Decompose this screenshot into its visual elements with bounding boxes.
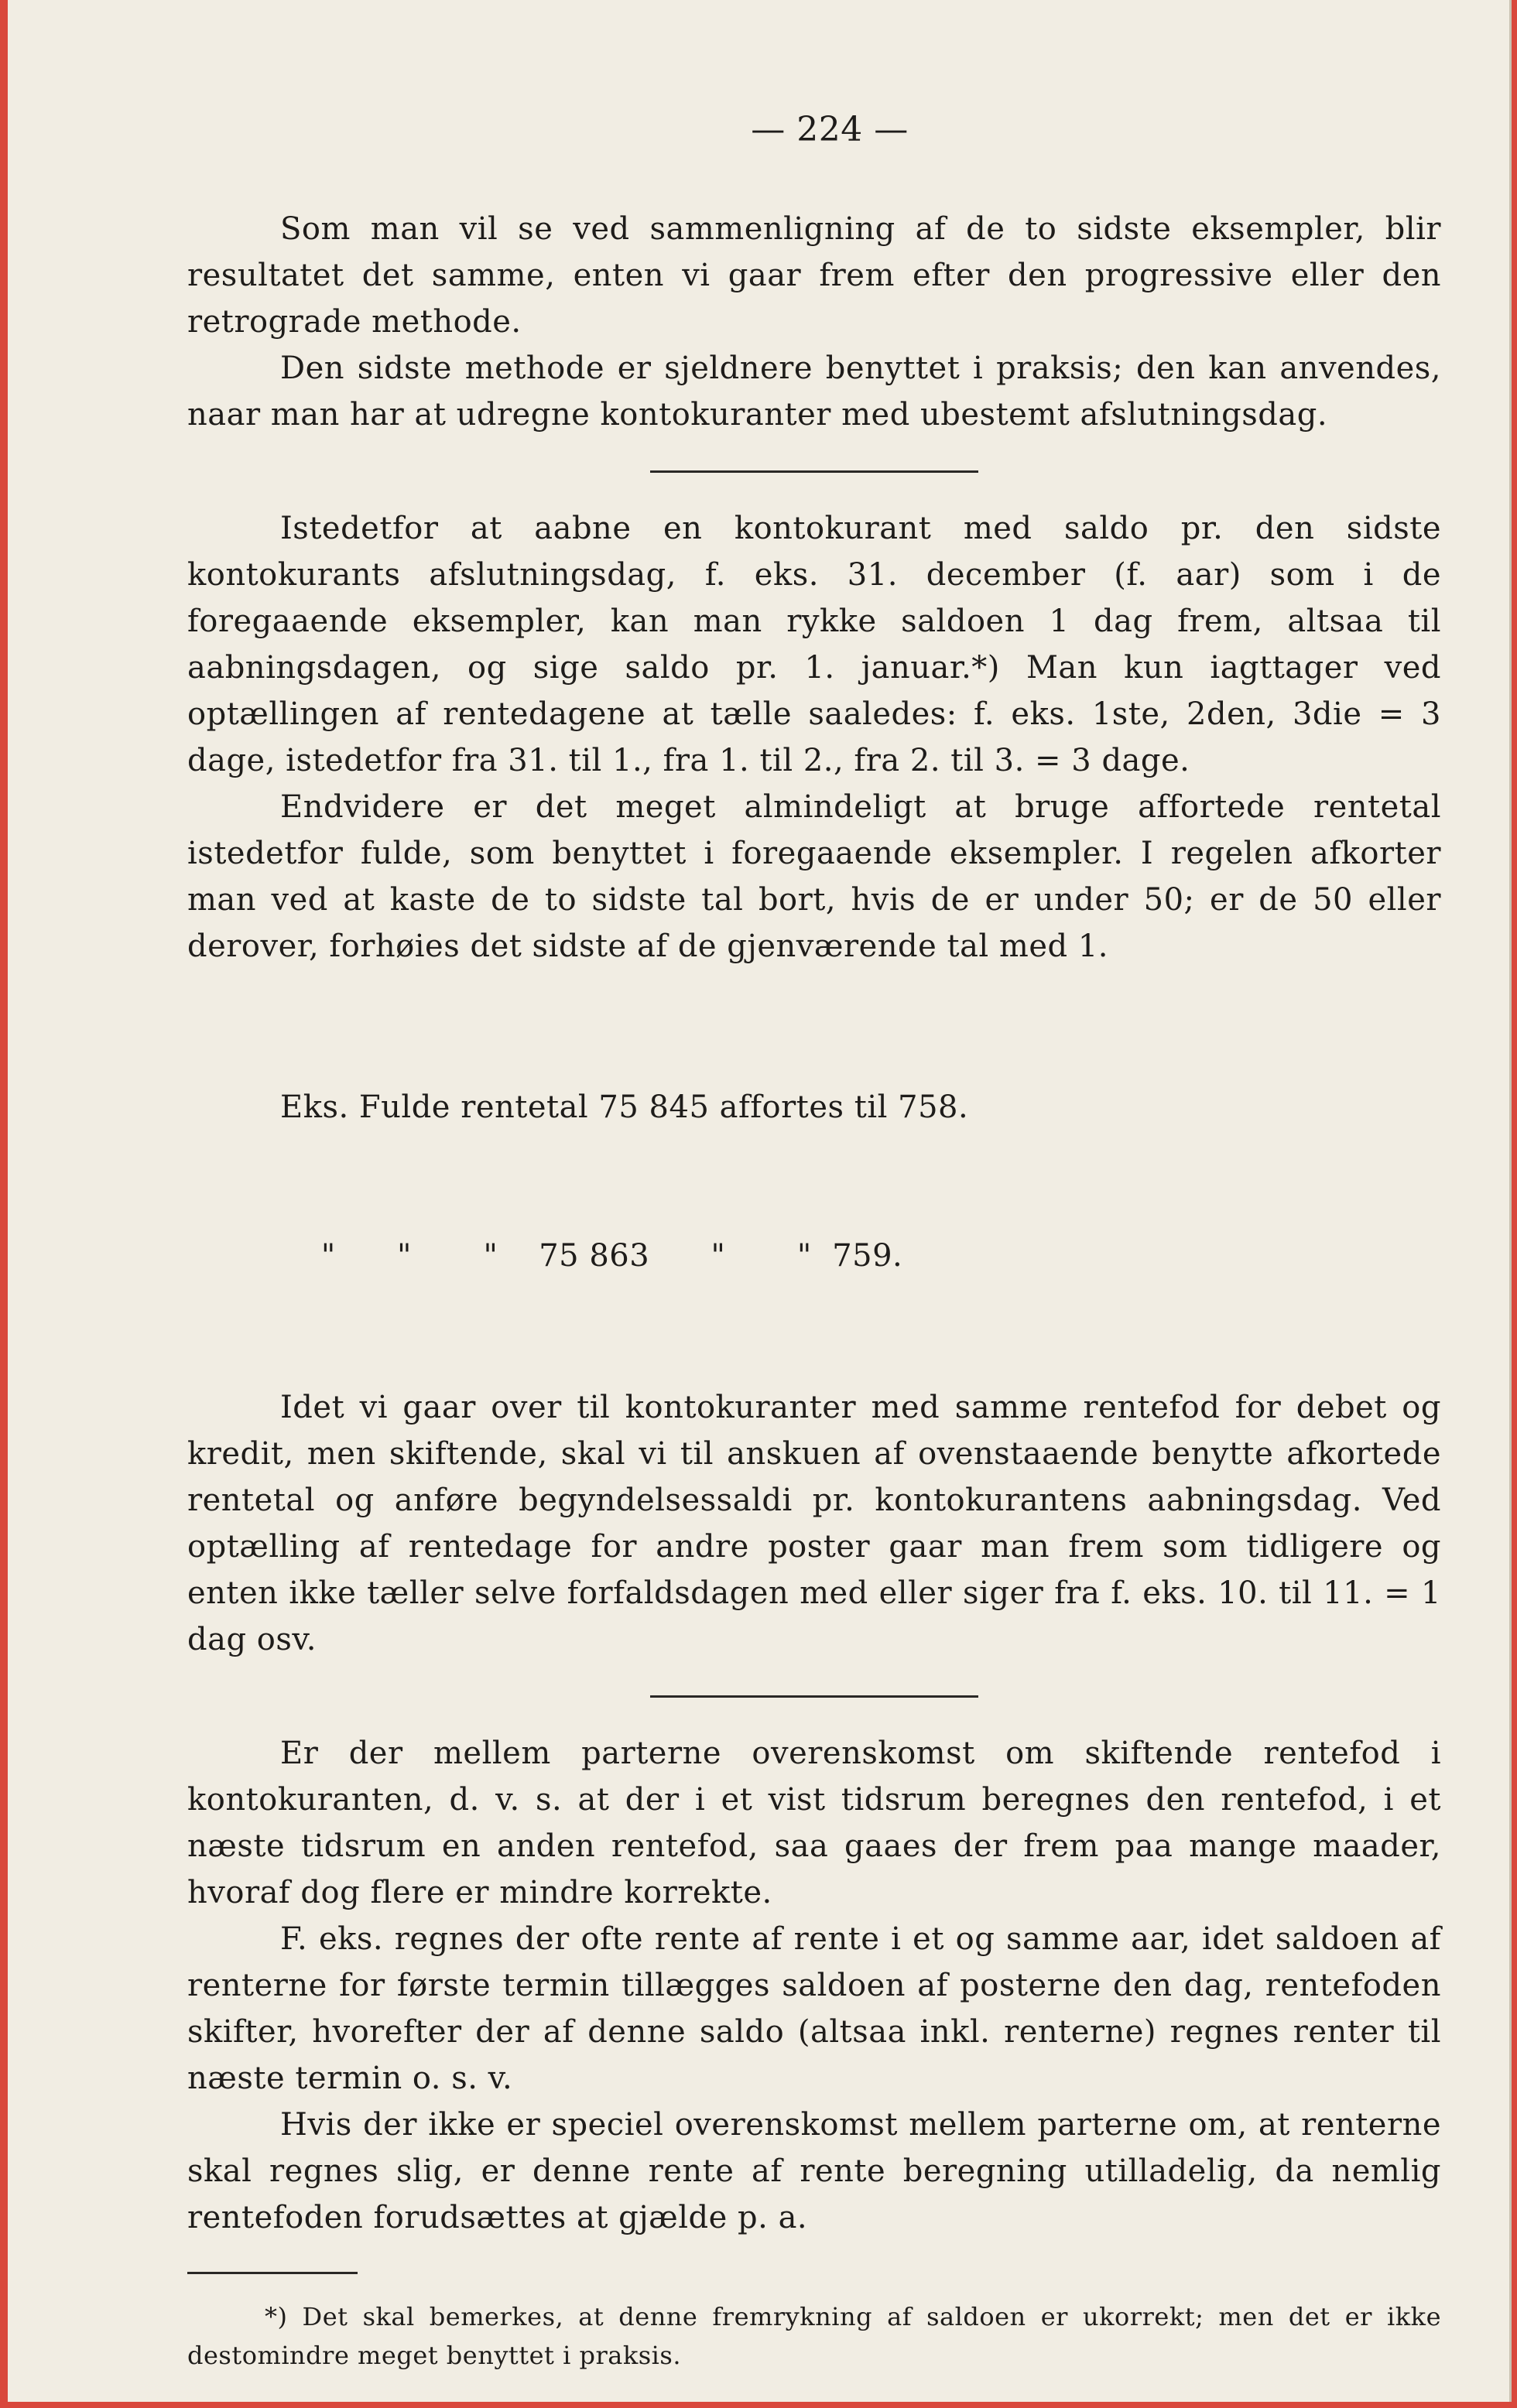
- paragraph: Idet vi gaar over til kontokuranter med samme rentefod for debet og kredit, men skiftende, skal vi til anskuen af ovenstaaende benytte afkortede rentetal og anføre begyndelsessaldi pr. kontokurantens aabningsdag. Ved optælling af rentedage for andre poster gaar man frem som tidligere og enten ikke tæller selve forfaldsdagen med eller siger fra f. eks. 10. til 11. = 1 dag osv.: [187, 1390, 1441, 1657]
- example-block: [280, 983, 1441, 1380]
- paragraph: Som man vil se ved sammenligning af de to sidste eksempler, blir resultatet det samme, enten vi gaar frem efter den progressive eller den retrograde methode.: [187, 211, 1441, 340]
- paragraph: Er der mellem parterne overenskomst om skiftende rentefod i kontokuranten, d. v. s. at der i et vist tidsrum beregnes den rentefod, i et næste tidsrum en anden rentefod, saa gaaes der frem paa mange maader, hvoraf dog flere er mindre korrekte.: [187, 1736, 1441, 1910]
- paragraph: F. eks. regnes der ofte rente af rente i et og samme aar, idet saldoen af renterne for første termin tillægges saldoen af posterne den dag, rentefoden skifter, hvorefter der af denne saldo (altsaa inkl. renterne) regnes renter til næste termin o. s. v.: [187, 1921, 1441, 2096]
- footnote-divider: [187, 2272, 358, 2274]
- paragraph: Hvis der ikke er speciel overenskomst mellem parterne om, at renterne skal regnes slig, er denne rente af rente beregning utilladelig, da nemlig rentefoden forudsættes at gjælde p. a.: [187, 2107, 1441, 2235]
- paragraph: Den sidste methode er sjeldnere benyttet i praksis; den kan anvendes, naar man har at udregne kontokuranter med ubestemt afslutningsdag.: [187, 351, 1441, 433]
- footnote: *) Det skal bemerkes, at denne fremrykning af saldoen er ukorrekt; men det er ikke destomindre meget benyttet i praksis.: [187, 2302, 1441, 2370]
- example-line: Eks. Fulde rentetal 75 845 affortes til 758.: [280, 1089, 969, 1125]
- document-page: [8, 0, 1512, 2402]
- page-content: [187, 107, 1441, 2375]
- paragraph: Endvidere er det meget almindeligt at bruge affortede rentetal istedetfor fulde, som benyttet i foregaaende eksempler. I regelen afkorter man ved at kaste de to sidste tal bort, hvis de er under 50; er de 50 eller derover, forhøies det sidste af de gjenværende tal med 1.: [187, 789, 1441, 964]
- page-number: — 224 —: [751, 110, 909, 149]
- section-divider: [650, 1695, 978, 1698]
- paragraph: Istedetfor at aabne en kontokurant med saldo pr. den sidste kontokurants afslutningsdag, f. eks. 31. december (f. aar) som i de foregaaende eksempler, kan man rykke saldoen 1 dag frem, altsaa til aabningsdagen, og sige saldo pr. 1. januar.*) Man kun iagttager ved optællingen af rentedagene at tælle saaledes: f. eks. 1ste, 2den, 3die = 3 dage, istedetfor fra 31. til 1., fra 1. til 2., fra 2. til 3. = 3 dage.: [187, 511, 1441, 778]
- example-line: " " " 75 863 " " 759.: [280, 1238, 903, 1274]
- section-divider: [650, 470, 978, 473]
